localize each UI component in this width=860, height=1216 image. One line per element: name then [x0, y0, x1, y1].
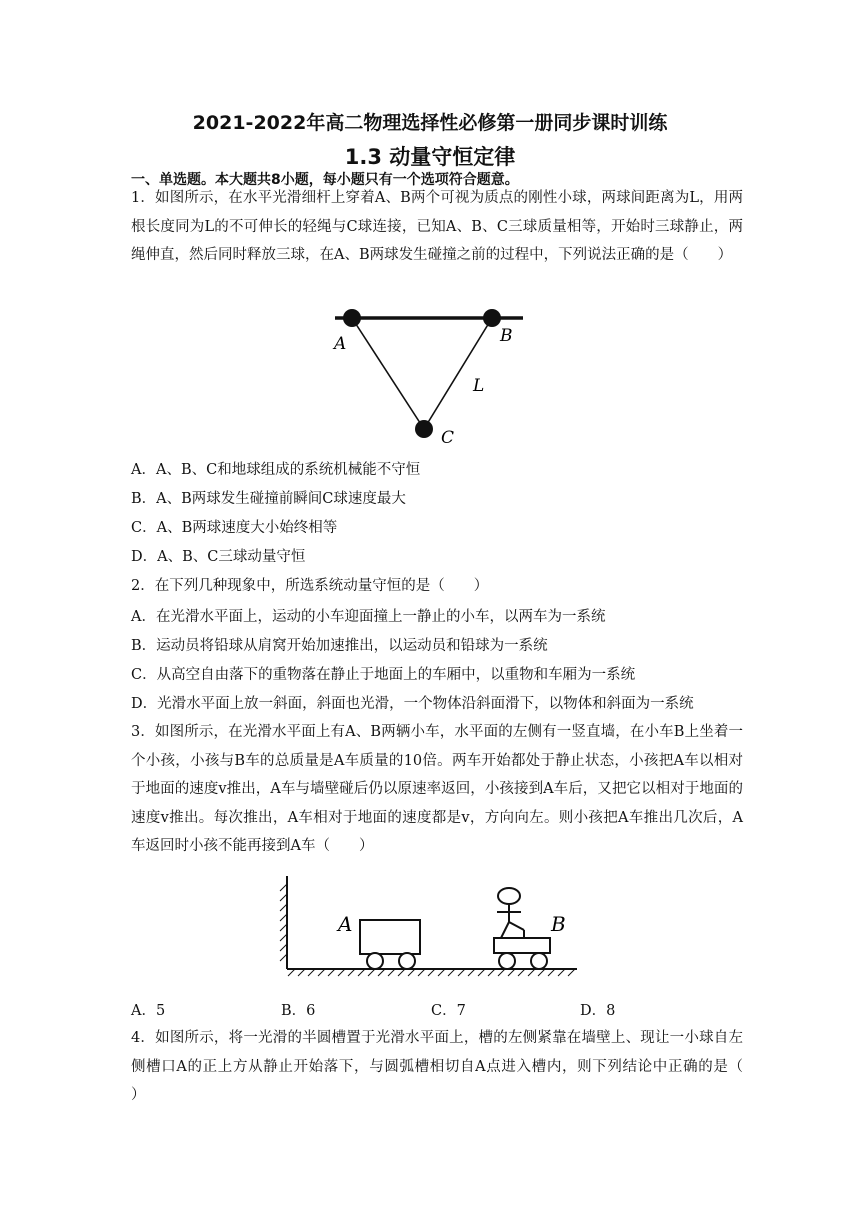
label-cart-a: A	[338, 912, 353, 936]
ball-b	[483, 309, 501, 327]
q3-option-a: A．5	[131, 1003, 166, 1019]
q3-option-c: C．7	[431, 1003, 466, 1019]
question-3-figure	[0, 874, 860, 984]
cart-a-body	[360, 920, 420, 954]
rope-ac	[352, 318, 424, 429]
child-figure	[497, 888, 524, 938]
ground-hatching	[288, 969, 575, 976]
cart-b-wheel-left	[499, 953, 515, 969]
q3-option-b: B．6	[281, 1003, 316, 1019]
cart-a-wheel-right	[399, 953, 415, 969]
question-3-stem: 3．如图所示，在光滑水平面上有A、B两辆小车，水平面的左侧有一竖直墙，在小车B上坐着一个小孩，小孩与B车的总质量是A车质量的10倍。两车开始都处于静止状态，小孩把A车以相对于地面的速度v推出，A车与墙壁碰后仍以原速率返回，小孩接到A车后，又把它以相对于地面的速度v推出。每次推出，A车相对于地面的速度都是v，方向向左。则小孩把A车推出几次后，A车返回时小孩不能再接到A车（ ）	[131, 724, 743, 854]
q2-option-a: A．在光滑水平面上，运动的小车迎面撞上一静止的小车，以两车为一系统	[131, 609, 606, 625]
document-subtitle: 1.3 动量守恒定律	[344, 145, 516, 169]
q3-option-d: D．8	[580, 1003, 616, 1019]
document-title: 2021-2022年高二物理选择性必修第一册同步课时训练	[192, 112, 668, 134]
ball-c	[415, 420, 433, 438]
label-b: B	[500, 326, 513, 346]
label-l: L	[473, 376, 485, 396]
question-1-stem: 1．如图所示，在水平光滑细杆上穿着A、B两个可视为质点的刚性小球，两球间距离为L，用两根长度同为L的不可伸长的轻绳与C球连接，已知A、B、C三球质量相等，开始时三球静止，两绳伸直，然后同时释放三球，在A、B两球发生碰撞之前的过程中，下列说法正确的是（ ）	[131, 190, 743, 263]
section-heading: 一、单选题。本大题共8小题，每小题只有一个选项符合题意。	[131, 172, 519, 188]
ball-a	[343, 309, 361, 327]
question-4-stem: 4．如图所示，将一光滑的半圆槽置于光滑水平面上，槽的左侧紧靠在墙壁上、现让一小球自左侧槽口A的正上方从静止开始落下，与圆弧槽相切自A点进入槽内，则下列结论中正确的是（ ）	[131, 1030, 772, 1103]
label-cart-b: B	[551, 912, 566, 936]
q2-option-d: D．光滑水平面上放一斜面，斜面也光滑，一个物体沿斜面滑下，以物体和斜面为一系统	[131, 696, 694, 712]
cart-b-wheel-right	[531, 953, 547, 969]
rope-bc	[424, 318, 492, 429]
wall-hatching	[280, 884, 287, 961]
q1-option-b: B．A、B两球发生碰撞前瞬间C球速度最大	[131, 491, 406, 507]
question-2-stem: 2．在下列几种现象中，所选系统动量守恒的是（ ）	[131, 578, 489, 594]
q2-option-b: B．运动员将铅球从肩窝开始加速推出，以运动员和铅球为一系统	[131, 638, 548, 654]
q1-option-a: A．A、B、C和地球组成的系统机械能不守恒	[131, 462, 421, 478]
question-1-figure	[0, 302, 860, 452]
label-c: C	[441, 428, 455, 448]
cart-a-wheel-left	[367, 953, 383, 969]
q1-option-d: D．A、B、C三球动量守恒	[131, 549, 306, 565]
q1-option-c: C．A、B两球速度大小始终相等	[131, 520, 338, 536]
q2-option-c: C．从高空自由落下的重物落在静止于地面上的车厢中，以重物和车厢为一系统	[131, 667, 636, 683]
label-a: A	[334, 334, 347, 354]
cart-b-body	[494, 938, 550, 953]
